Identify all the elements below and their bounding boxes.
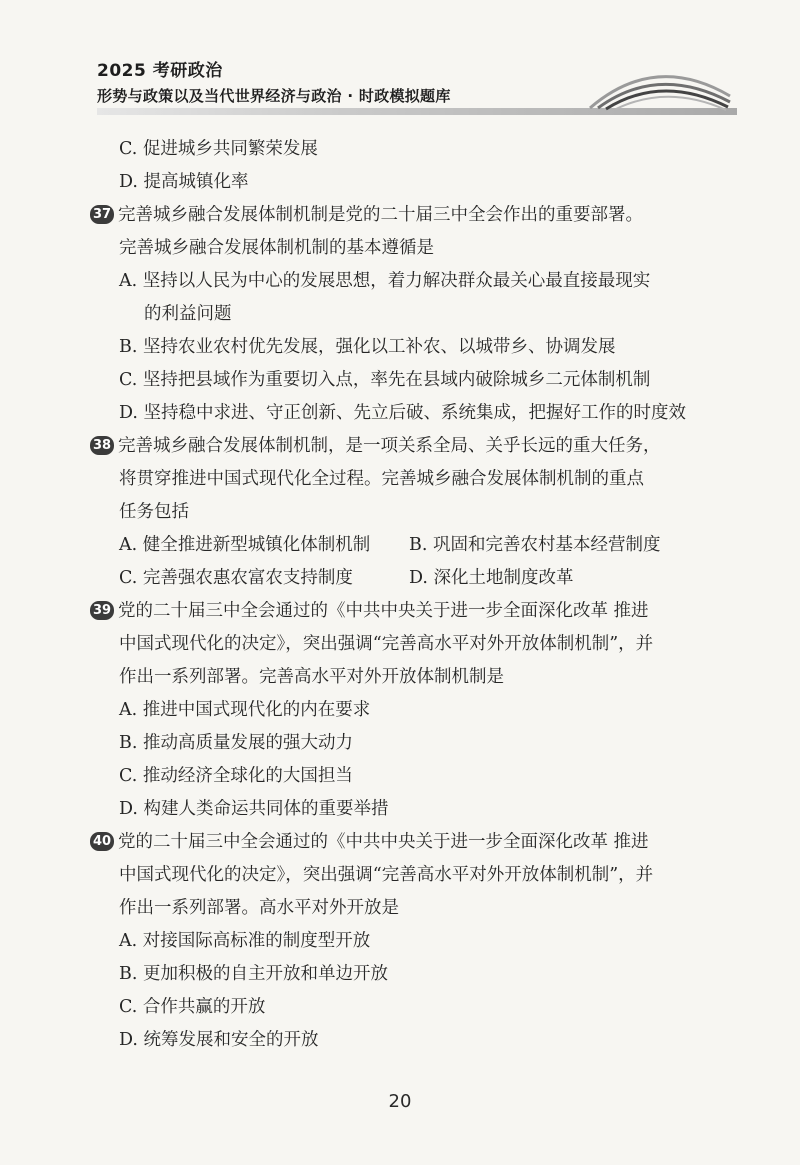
q39-option-c: C. 推动经济全球化的大国担当 <box>119 766 353 786</box>
q39-stem-line2: 中国式现代化的决定》，突出强调“完善高水平对外开放体制机制”，并 <box>119 634 654 654</box>
q39-option-b: B. 推动高质量发展的强大动力 <box>119 733 353 753</box>
q38-option-b: B. 巩固和完善农村基本经营制度 <box>409 535 661 555</box>
q39-option-d: D. 构建人类命运共同体的重要举措 <box>119 799 389 819</box>
page-number: 20 <box>388 1091 412 1112</box>
q37-option-b: B. 坚持农业农村优先发展，强化以工补农、以城带乡、协调发展 <box>119 337 616 357</box>
q38-options-ab <box>90 529 730 562</box>
q38-option-c: C. 完善强农惠农富农支持制度 <box>119 568 353 588</box>
q40-option-a: A. 对接国际高标准的制度型开放 <box>119 931 371 951</box>
q36-option-c: C. 促进城乡共同繁荣发展 <box>119 139 318 159</box>
q39-stem-line1: 39 党的二十届三中全会通过的《中共中央关于进一步全面深化改革 推进 <box>90 595 730 628</box>
q38-option-d: D. 深化土地制度改革 <box>409 568 574 588</box>
q37-option-d: D. 坚持稳中求进、守正创新、先立后破、系统集成，把握好工作的时度效 <box>119 403 687 423</box>
question-number-badge: 38 <box>90 436 114 455</box>
book-title: 2025 考研政治 <box>97 61 223 81</box>
page-header <box>0 0 800 120</box>
q40-stem-line3: 作出一系列部署。高水平对外开放是 <box>119 898 399 918</box>
question-number-badge: 40 <box>90 832 114 851</box>
question-number-badge: 39 <box>90 601 114 620</box>
q37-stem-line1: 37 完善城乡融合发展体制机制是党的二十届三中全会作出的重要部署。 <box>90 199 730 232</box>
q38-stem-line2: 将贯穿推进中国式现代化全过程。完善城乡融合发展体制机制的重点 <box>119 469 644 489</box>
q40-stem-line1: 40 党的二十届三中全会通过的《中共中央关于进一步全面深化改革 推进 <box>90 826 730 859</box>
q38-stem-line1: 38 完善城乡融合发展体制机制，是一项关系全局、关乎长远的重大任务， <box>90 430 730 463</box>
question-number-badge: 37 <box>90 205 114 224</box>
q36-option-d: D. 提高城镇化率 <box>119 172 249 192</box>
q40-stem-line2: 中国式现代化的决定》，突出强调“完善高水平对外开放体制机制”，并 <box>119 865 654 885</box>
page-content <box>90 133 730 1057</box>
book-subtitle: 形势与政策以及当代世界经济与政治 · 时政模拟题库 <box>97 87 451 105</box>
q39-stem-line3: 作出一系列部署。完善高水平对外开放体制机制是 <box>119 667 504 687</box>
q37-stem-line2: 完善城乡融合发展体制机制的基本遵循是 <box>119 238 434 258</box>
q38-stem-line3: 任务包括 <box>119 502 189 522</box>
q37-option-a: A. 坚持以人民为中心的发展思想，着力解决群众最关心最直接最现实 <box>119 271 651 291</box>
q38-options-cd <box>90 562 730 595</box>
q40-option-c: C. 合作共赢的开放 <box>119 997 266 1017</box>
q39-option-a: A. 推进中国式现代化的内在要求 <box>119 700 371 720</box>
q38-option-a: A. 健全推进新型城镇化体制机制 <box>119 535 371 555</box>
q37-option-a-cont: 的利益问题 <box>144 304 232 324</box>
header-arc-decoration <box>580 62 740 112</box>
q37-option-c: C. 坚持把县域作为重要切入点，率先在县域内破除城乡二元体制机制 <box>119 370 651 390</box>
q40-option-b: B. 更加积极的自主开放和单边开放 <box>119 964 388 984</box>
q40-option-d: D. 统筹发展和安全的开放 <box>119 1030 319 1050</box>
